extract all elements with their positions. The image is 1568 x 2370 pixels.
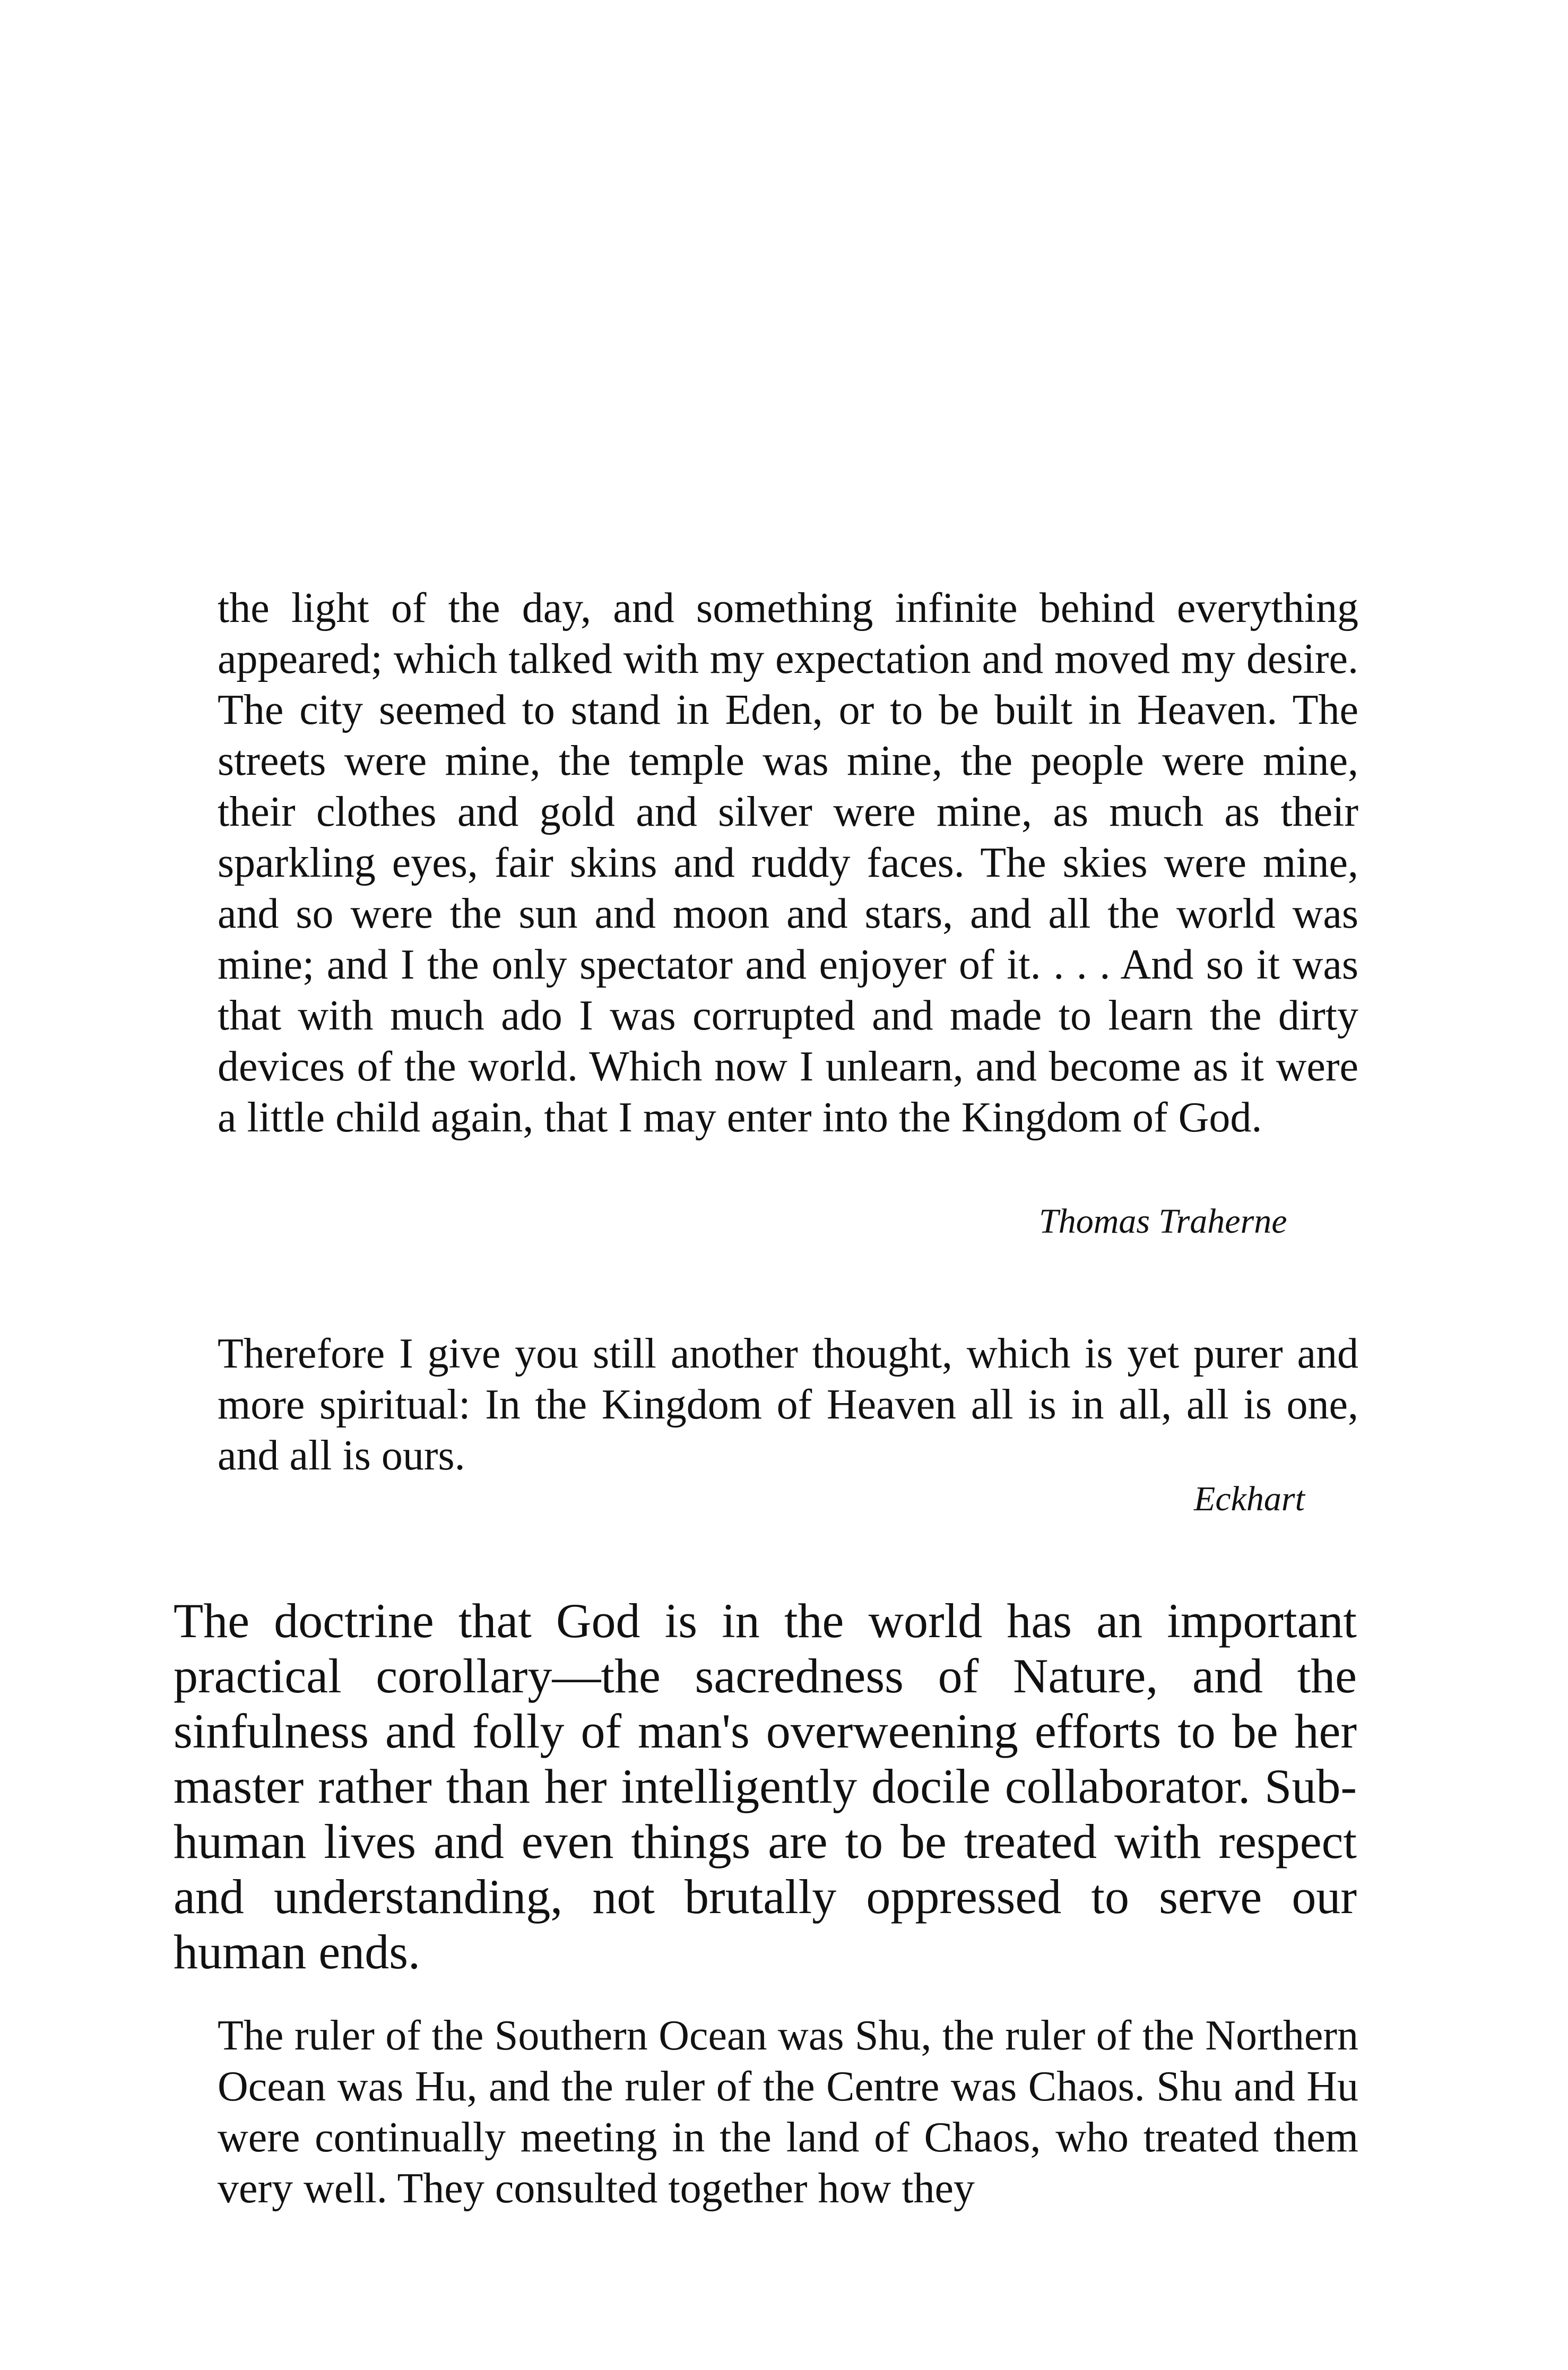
traherne-quote-text: the light of the day, and something infinite behind everything appeared; which talked with my expectation and moved my desire. The city seemed to stand in Eden, or to be built in Heaven. The streets were mine, the temple was mine, the people were mine, their clothes and gold and silver were mine, as much as their sparkling eyes, fair skins and ruddy faces. The skies were mine, and so were the sun and moon and stars, and all the world was mine; and I the only spectator and enjoyer of it. . . . And so it was that with much ado I was corrupted and made to learn the dirty devices of the world. Which now I unlearn, and become as it were a little child again, that I may enter into the Kingdom of God. (218, 585, 1358, 1141)
traherne-attribution: Thomas Traherne (1039, 1202, 1287, 1241)
chuang-tzu-quote-text: The ruler of the Southern Ocean was Shu, the ruler of the Northern Ocean was Hu, and the ruler of the Centre was Chaos. Shu and Hu were continually meeting in the land of Chaos, who treated them very well. They consulted together how they (218, 2012, 1358, 2212)
eckhart-quote (218, 1328, 1358, 1481)
commentary-text: The doctrine that God is in the world has an important practical corollary—the sacredness of Nature, and the sinfulness and folly of man's overweening efforts to be her master rather than her intelligently docile collaborator. Sub-human lives and even things are to be treated with respect and understanding, not brutally oppressed to serve our human ends. (174, 1594, 1357, 1979)
chuang-tzu-quote (218, 2010, 1358, 2214)
commentary-paragraph (174, 1593, 1357, 1979)
eckhart-quote-text: Therefore I give you still another thought, which is yet purer and more spiritual: In the Kingdom of Heaven all is in all, all is one, and all is ours. (218, 1330, 1358, 1479)
eckhart-attribution: Eckhart (1194, 1480, 1305, 1518)
traherne-quote (218, 583, 1358, 1143)
